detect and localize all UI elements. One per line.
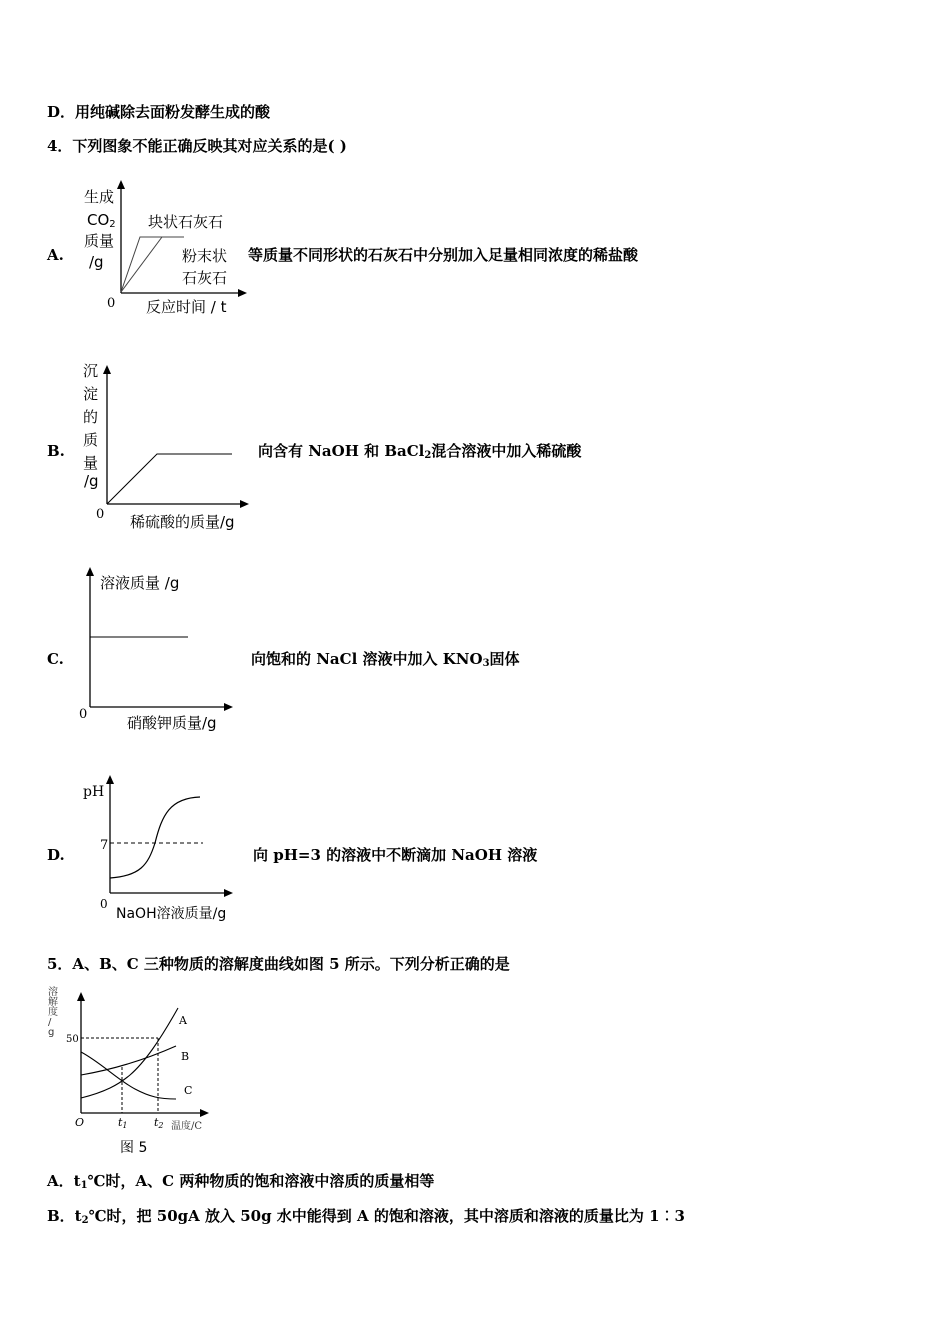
- q5-option-a: A．$t_1℃$时，A、C 两种物质的饱和溶液中溶质的质量相等: [47, 1172, 435, 1191]
- y-label: $CO_2$: [87, 211, 116, 230]
- y-label: /g: [84, 472, 99, 490]
- y-label: 生成: [84, 188, 115, 206]
- curve-c: [81, 1052, 176, 1099]
- curve-label-a: A: [179, 1014, 187, 1027]
- y-label: 淀: [83, 385, 99, 403]
- y-label: 的: [83, 408, 99, 426]
- y-label: 沉: [83, 362, 99, 380]
- curve-label: 粉末状: [182, 247, 228, 265]
- origin-label: O: [75, 1116, 85, 1129]
- option-desc: 向含有 NaOH 和 BaCl$_2$混合溶液中加入稀硫酸: [258, 442, 582, 461]
- y-label: 溶液质量 /g: [100, 574, 180, 592]
- curve-label: 石灰石: [182, 269, 228, 287]
- curve-a: [81, 1008, 178, 1098]
- curve-b: [81, 1046, 176, 1075]
- y-label: 量: [83, 454, 99, 472]
- origin-label: 0: [79, 707, 88, 722]
- q5-option-b: B．$t_2℃$时，把 50gA 放入 50g 水中能得到 A 的饱和溶液，其中溶质和溶液的质量比为 1︰3: [47, 1207, 685, 1226]
- option-letter: A.: [47, 246, 64, 264]
- origin-label: 0: [100, 897, 108, 911]
- option-desc: 等质量不同形状的石灰石中分别加入足量相同浓度的稀盐酸: [248, 246, 639, 264]
- option-desc: 向 pH=3 的溶液中不断滴加 NaOH 溶液: [253, 846, 538, 864]
- figure-caption: 图 5: [120, 1140, 148, 1156]
- x-label: 稀硫酸的质量/g: [130, 513, 235, 531]
- option-letter: D.: [47, 846, 65, 864]
- y-label: 溶 解 度 / g: [48, 987, 58, 1038]
- origin-label: 0: [96, 507, 105, 522]
- x-label: 反应时间 / t: [146, 298, 227, 316]
- option-letter: B.: [47, 442, 65, 460]
- x-label: 硝酸钾质量/g: [127, 714, 217, 732]
- origin-label: 0: [107, 296, 116, 311]
- option-desc: 向饱和的 NaCl 溶液中加入 $KNO_3$固体: [251, 650, 520, 669]
- x-tick-t1: $t_1$: [118, 1116, 128, 1130]
- y-tick-7: 7: [100, 838, 109, 853]
- y-label: 质: [83, 431, 99, 449]
- q3-option-d: D．用纯碱除去面粉发酵生成的酸: [47, 103, 271, 121]
- option-letter: C.: [47, 650, 64, 668]
- x-tick-t2: $t_2$: [154, 1116, 164, 1130]
- y-label: /g: [89, 253, 104, 271]
- curve-label-c: C: [184, 1084, 193, 1097]
- q4-stem: 4．下列图象不能正确反映其对应关系的是( ): [47, 137, 347, 155]
- y-label: pH: [83, 784, 105, 800]
- curve-label: 块状石灰石: [148, 213, 224, 231]
- curve-label-b: B: [181, 1050, 190, 1063]
- y-tick-50: 50: [66, 1034, 79, 1045]
- x-label: NaOH溶液质量/g: [116, 906, 227, 922]
- x-label: 温度/C: [171, 1121, 203, 1132]
- q5-stem: 5．A、B、C 三种物质的溶解度曲线如图 5 所示。下列分析正确的是: [47, 955, 510, 973]
- y-label: 质量: [84, 232, 115, 250]
